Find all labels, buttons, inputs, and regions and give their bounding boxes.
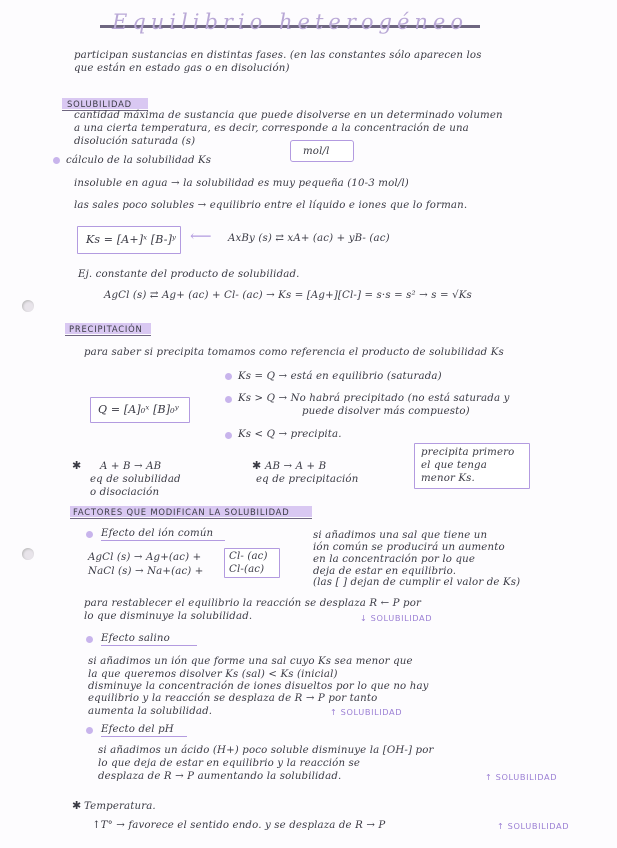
example-equation: AgCl (s) ⇄ Ag+ (ac) + Cl- (ac) → Ks = [Ag+][Cl-] = s·s = s² → s = √Ks: [104, 290, 472, 301]
section-header-solubilidad: SOLUBILIDAD: [67, 99, 132, 109]
bullet: [225, 396, 232, 403]
title-underline: [101, 736, 187, 737]
subsection-title: Temperatura.: [84, 801, 156, 812]
intro-line: que están en estado gas o en disolución): [74, 63, 290, 74]
eq-note: o disociación: [90, 487, 160, 498]
eq-note: eq de precipitación: [256, 474, 359, 485]
text-line: aumenta la solubilidad.: [88, 706, 213, 717]
text-line: desplaza de R → P aumentando la solubilidad.: [98, 771, 342, 782]
tag-solubilidad: ↑ SOLUBILIDAD: [330, 707, 403, 717]
note-box: precipita primero el que tenga menor Ks.: [414, 443, 530, 489]
bullet: [86, 636, 93, 643]
reaction: AxBy (s) ⇄ xA+ (ac) + yB- (ac): [228, 233, 390, 244]
arrow-left-icon: ⟵: [190, 227, 212, 245]
note-line: (las [ ] dejan de cumplir el valor de Ks): [313, 577, 521, 588]
section-header-precipitacion: PRECIPITACIÓN: [69, 324, 143, 334]
text-line: cantidad máxima de sustancia que puede disolverse en un determinado volumen: [74, 110, 503, 121]
calc-label: cálculo de la solubilidad Ks: [66, 155, 212, 166]
text-line: las sales poco solubles → equilibrio entre el líquido e iones que lo forman.: [74, 200, 468, 211]
text-line: a una cierta temperatura, es decir, corresponde a la concentración de una: [74, 123, 469, 134]
bullet: [53, 157, 60, 164]
tag-solubilidad: ↑ SOLUBILIDAD: [497, 821, 570, 831]
text-line: si añadimos un ácido (H+) poco soluble disminuye la [OH-] por: [98, 745, 434, 756]
note-line: deja de estar en equilibrio.: [313, 566, 457, 577]
bullet: [86, 531, 93, 538]
text-line: lo que deja de estar en equilibrio y la reacción se: [98, 758, 361, 769]
subsection-title: Efecto del ión común: [101, 528, 214, 539]
tag-solubilidad: ↑ SOLUBILIDAD: [485, 772, 558, 782]
text-line: ↑T° → favorece el sentido endo. y se desplaza de R → P: [92, 820, 386, 831]
section-header-factores: FACTORES QUE MODIFICAN LA SOLUBILIDAD: [73, 507, 290, 517]
star-icon: ✱: [252, 459, 262, 472]
note-line: en la concentración por lo que: [313, 554, 476, 565]
note-line: ión común se producirá un aumento: [313, 542, 505, 553]
punch-hole: [22, 300, 34, 312]
equation: AgCl (s) → Ag+(ac) +: [88, 552, 202, 563]
bullet: [225, 432, 232, 439]
title-underline: [101, 540, 225, 541]
eq-note: eq de solubilidad: [90, 474, 181, 485]
eq-solubilidad: A + B → AB: [100, 461, 162, 472]
example-label: Ej. constante del producto de solubilidad.: [78, 269, 300, 280]
text-line: para restablecer el equilibrio la reacción se desplaza R ← P por: [84, 598, 422, 609]
text-line: para saber si precipita tomamos como referencia el producto de solubilidad Ks: [84, 347, 504, 358]
star-icon: ✱: [72, 459, 82, 472]
header-underline: [70, 518, 312, 519]
text-line: equilibrio y la reacción se desplaza de R → P por tanto: [88, 693, 378, 704]
tag-solubilidad: ↓ SOLUBILIDAD: [360, 613, 433, 623]
bullet: [86, 727, 93, 734]
case-line: Ks > Q → No habrá precipitado (no está saturada y: [238, 393, 510, 404]
header-underline: [65, 335, 151, 336]
intro-line: participan sustancias en distintas fases. (en las constantes sólo aparecen los: [74, 50, 482, 61]
note-line: si añadimos una sal que tiene un: [313, 530, 488, 541]
bullet: [225, 373, 232, 380]
subsection-title: Efecto salino: [101, 633, 170, 644]
case-line: puede disolver más compuesto): [302, 406, 470, 417]
text-line: insoluble en agua → la solubilidad es muy pequeña (10-3 mol/l): [74, 178, 409, 189]
text-line: disolución saturada (s): [74, 136, 196, 147]
text-line: lo que disminuye la solubilidad.: [84, 611, 253, 622]
page-title: Equilibrio heterogéneo: [100, 10, 480, 34]
case-line: Ks = Q → está en equilibrio (saturada): [238, 371, 442, 382]
text-line: la que queremos disolver Ks (sal) < Ks (inicial): [88, 669, 338, 680]
punch-hole: [22, 548, 34, 560]
equation: NaCl (s) → Na+(ac) +: [88, 566, 204, 577]
text-line: si añadimos un ión que forme una sal cuyo Ks sea menor que: [88, 656, 413, 667]
units-box: mol/l: [290, 140, 354, 162]
title-underline: [101, 645, 197, 646]
chloride-box: Cl- (ac) Cl-(ac): [224, 548, 280, 578]
subsection-title: Efecto del pH: [101, 724, 174, 735]
case-line: Ks < Q → precipita.: [238, 429, 342, 440]
star-icon: ✱: [72, 799, 82, 812]
q-formula-box: Q = [A]₀ˣ [B]₀ʸ: [90, 397, 190, 423]
eq-precipitacion: AB → A + B: [265, 461, 327, 472]
text-line: disminuye la concentración de iones disueltos por lo que no hay: [88, 681, 429, 692]
ks-formula-box: Ks = [A+]ˣ [B-]ʸ: [77, 226, 181, 254]
